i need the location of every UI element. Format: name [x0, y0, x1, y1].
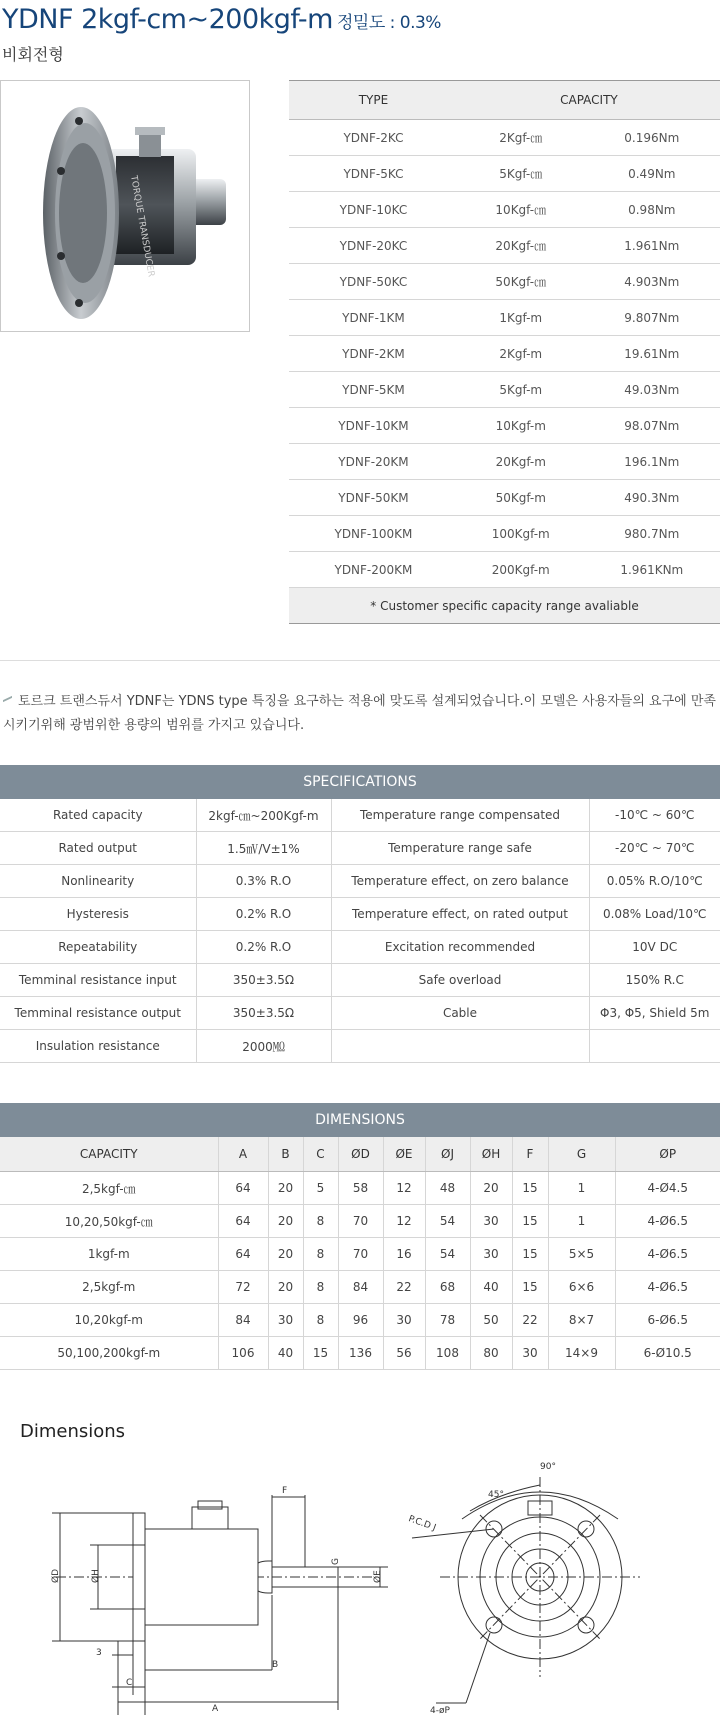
dimension-cell: 58: [338, 1172, 383, 1205]
dimension-cell: 6×6: [548, 1271, 615, 1304]
table-row: [289, 156, 720, 192]
capacity-kgf-cell: 100Kgf-m: [458, 516, 584, 552]
description-text: 토르크 트랜스듀서 YDNF는 YDNS type 특징을 요구하는 적용에 맞도록 설계되었습니다.이 모델은 사용자들의 요구에 만족 시키기위해 광범위한 용량의 범위를 가지고 있습니다.: [3, 694, 716, 733]
table-row: [289, 516, 720, 552]
dimension-cell: 1: [548, 1205, 615, 1238]
spec-label: Repeatability: [0, 931, 196, 964]
capacity-nm-cell: 0.196Nm: [584, 120, 720, 156]
dimensions-table: [0, 1137, 720, 1370]
label-F: F: [282, 1486, 288, 1496]
capacity-footnote: * Customer specific capacity range avaliable: [289, 588, 720, 624]
capacity-nm-cell: 980.7Nm: [584, 516, 720, 552]
dimension-cell: 30: [383, 1304, 425, 1337]
table-row: [289, 480, 720, 516]
dimension-cell: 8: [303, 1304, 338, 1337]
dimension-cell: 4-Ø4.5: [615, 1172, 720, 1205]
table-row: [289, 300, 720, 336]
capacity-nm-cell: 4.903Nm: [584, 264, 720, 300]
table-row: [0, 898, 720, 931]
type-cell: YDNF-50KC: [289, 264, 458, 300]
spec-value: 10V DC: [589, 931, 720, 964]
divider: [0, 660, 720, 661]
label-90: 90°: [540, 1462, 556, 1472]
spec-value: -20℃ ~ 70℃: [589, 832, 720, 865]
dimension-cell: 14×9: [548, 1337, 615, 1370]
dimension-cell: 15: [303, 1337, 338, 1370]
dimension-cell: 80: [470, 1337, 512, 1370]
dimension-cell: 70: [338, 1238, 383, 1271]
table-footnote-row: [289, 588, 720, 624]
capacity-kgf-cell: 50Kgf-㎝: [458, 264, 584, 300]
dimension-cell: 8: [303, 1271, 338, 1304]
capacity-nm-cell: 49.03Nm: [584, 372, 720, 408]
dimension-cell: 12: [383, 1205, 425, 1238]
type-cell: YDNF-2KM: [289, 336, 458, 372]
spec-value: 350±3.5Ω: [196, 997, 331, 1030]
dimension-cell: 6-Ø10.5: [615, 1337, 720, 1370]
label-3: 3: [96, 1648, 102, 1658]
label-pcd: P.C.D J: [407, 1514, 438, 1534]
dimension-cell: 4-Ø6.5: [615, 1205, 720, 1238]
col-header: CAPACITY: [0, 1137, 218, 1172]
label-E: ØE: [373, 1570, 383, 1583]
dimension-cell: 30: [268, 1304, 303, 1337]
label-45: 45°: [488, 1490, 504, 1500]
product-subtitle: 비회전형: [2, 45, 64, 64]
label-C: C: [126, 1678, 133, 1688]
label-H: ØH: [91, 1569, 101, 1583]
dimension-cell: 20: [470, 1172, 512, 1205]
torque-transducer-image: [1, 81, 249, 331]
dimension-cell: 16: [383, 1238, 425, 1271]
dimension-cell: 30: [470, 1238, 512, 1271]
spec-label: Excitation recommended: [331, 931, 589, 964]
dimension-cell: 22: [512, 1304, 548, 1337]
col-header: A: [218, 1137, 268, 1172]
table-row: [0, 1030, 720, 1063]
table-row: [0, 931, 720, 964]
dimensions-title: DIMENSIONS: [0, 1103, 720, 1137]
type-header: TYPE: [289, 81, 458, 120]
capacity-cell: 2,5kgf-m: [0, 1271, 218, 1304]
capacity-header: CAPACITY: [458, 81, 720, 120]
spec-value: [589, 1030, 720, 1063]
spec-label: Safe overload: [331, 964, 589, 997]
capacity-kgf-cell: 20Kgf-m: [458, 444, 584, 480]
dimension-cell: 1: [548, 1172, 615, 1205]
type-cell: YDNF-20KM: [289, 444, 458, 480]
dimension-cell: 64: [218, 1172, 268, 1205]
label-B: B: [272, 1660, 279, 1670]
dimension-cell: 56: [383, 1337, 425, 1370]
product-photo: [0, 80, 250, 332]
table-row: [289, 372, 720, 408]
dimension-cell: 78: [425, 1304, 470, 1337]
dimension-cell: 40: [268, 1337, 303, 1370]
dimension-cell: 4-Ø6.5: [615, 1238, 720, 1271]
table-row: [289, 264, 720, 300]
capacity-nm-cell: 0.49Nm: [584, 156, 720, 192]
dimension-cell: 15: [512, 1172, 548, 1205]
spec-label: Nonlinearity: [0, 865, 196, 898]
bullet-icon: [3, 695, 12, 707]
spec-value: 0.05% R.O/10℃: [589, 865, 720, 898]
col-header: ØP: [615, 1137, 720, 1172]
table-row: [0, 832, 720, 865]
capacity-nm-cell: 0.98Nm: [584, 192, 720, 228]
table-row: [0, 1172, 720, 1205]
table-row: [0, 997, 720, 1030]
spec-label: Temperature effect, on zero balance: [331, 865, 589, 898]
table-row: [0, 1337, 720, 1370]
spec-label: Temperature effect, on rated output: [331, 898, 589, 931]
dimension-cell: 20: [268, 1172, 303, 1205]
capacity-kgf-cell: 50Kgf-m: [458, 480, 584, 516]
col-header: ØD: [338, 1137, 383, 1172]
dimension-cell: 8: [303, 1238, 338, 1271]
capacity-kgf-cell: 10Kgf-m: [458, 408, 584, 444]
label-G: G: [331, 1558, 341, 1565]
spec-value: Φ3, Φ5, Shield 5m: [589, 997, 720, 1030]
spec-label: Temperature range compensated: [331, 799, 589, 832]
capacity-cell: 2,5kgf-㎝: [0, 1172, 218, 1205]
dimension-cell: 70: [338, 1205, 383, 1238]
specifications-table: [0, 799, 720, 1063]
drawing-heading: Dimensions: [20, 1421, 126, 1442]
model-name: YDNF 2kgf-cm~200kgf-m: [2, 4, 333, 35]
table-row: [0, 799, 720, 832]
col-header: G: [548, 1137, 615, 1172]
type-cell: YDNF-50KM: [289, 480, 458, 516]
spec-value: 0.3% R.O: [196, 865, 331, 898]
type-cell: YDNF-200KM: [289, 552, 458, 588]
dimension-cell: 8×7: [548, 1304, 615, 1337]
table-row: [0, 1238, 720, 1271]
col-header: B: [268, 1137, 303, 1172]
spec-label: Cable: [331, 997, 589, 1030]
dimension-cell: 48: [425, 1172, 470, 1205]
label-A: A: [212, 1704, 219, 1714]
table-row: [289, 444, 720, 480]
dimension-cell: 54: [425, 1238, 470, 1271]
dimension-cell: 64: [218, 1238, 268, 1271]
type-cell: YDNF-10KC: [289, 192, 458, 228]
specifications-title: SPECIFICATIONS: [0, 765, 720, 799]
dimension-cell: 54: [425, 1205, 470, 1238]
col-header: ØJ: [425, 1137, 470, 1172]
product-description: [3, 690, 720, 738]
type-cell: YDNF-5KC: [289, 156, 458, 192]
table-row: [289, 120, 720, 156]
dimension-cell: 50: [470, 1304, 512, 1337]
table-row: [289, 408, 720, 444]
capacity-kgf-cell: 1Kgf-m: [458, 300, 584, 336]
capacity-cell: 1kgf-m: [0, 1238, 218, 1271]
capacity-nm-cell: 196.1Nm: [584, 444, 720, 480]
spec-label: Temperature range safe: [331, 832, 589, 865]
dimension-cell: 84: [218, 1304, 268, 1337]
dimension-cell: 12: [383, 1172, 425, 1205]
spec-label: [331, 1030, 589, 1063]
dimension-cell: 136: [338, 1337, 383, 1370]
table-row: [289, 552, 720, 588]
col-header: F: [512, 1137, 548, 1172]
col-header: ØE: [383, 1137, 425, 1172]
label-holes: 4-øP: [430, 1706, 450, 1716]
capacity-kgf-cell: 10Kgf-㎝: [458, 192, 584, 228]
spec-label: Temminal resistance output: [0, 997, 196, 1030]
dimension-cell: 68: [425, 1271, 470, 1304]
dimension-cell: 106: [218, 1337, 268, 1370]
capacity-kgf-cell: 5Kgf-㎝: [458, 156, 584, 192]
capacity-kgf-cell: 20Kgf-㎝: [458, 228, 584, 264]
dimension-cell: 5×5: [548, 1238, 615, 1271]
product-title: [2, 4, 441, 35]
dimension-cell: 20: [268, 1205, 303, 1238]
table-row: [289, 336, 720, 372]
spec-value: 0.2% R.O: [196, 931, 331, 964]
dimension-cell: 40: [470, 1271, 512, 1304]
capacity-nm-cell: 1.961KNm: [584, 552, 720, 588]
spec-label: Hysteresis: [0, 898, 196, 931]
dimension-cell: 6-Ø6.5: [615, 1304, 720, 1337]
dimension-cell: 96: [338, 1304, 383, 1337]
type-capacity-table: [289, 80, 720, 624]
table-row: [289, 228, 720, 264]
capacity-nm-cell: 9.807Nm: [584, 300, 720, 336]
dimension-cell: 30: [470, 1205, 512, 1238]
spec-label: Temminal resistance input: [0, 964, 196, 997]
dimension-cell: 4-Ø6.5: [615, 1271, 720, 1304]
spec-value: 150% R.C: [589, 964, 720, 997]
dimension-cell: 15: [512, 1238, 548, 1271]
spec-value: 1.5㎷/V±1%: [196, 832, 331, 865]
spec-value: 350±3.5Ω: [196, 964, 331, 997]
dimension-cell: 84: [338, 1271, 383, 1304]
spec-value: 2kgf-㎝~200Kgf-m: [196, 799, 331, 832]
dimension-cell: 8: [303, 1205, 338, 1238]
type-cell: YDNF-100KM: [289, 516, 458, 552]
dimension-cell: 20: [268, 1238, 303, 1271]
spec-value: 2000㏁: [196, 1030, 331, 1063]
table-row: [0, 865, 720, 898]
capacity-nm-cell: 98.07Nm: [584, 408, 720, 444]
col-header: C: [303, 1137, 338, 1172]
capacity-nm-cell: 1.961Nm: [584, 228, 720, 264]
spec-value: 0.08% Load/10℃: [589, 898, 720, 931]
dimension-cell: 15: [512, 1271, 548, 1304]
spec-label: Insulation resistance: [0, 1030, 196, 1063]
dimension-cell: 22: [383, 1271, 425, 1304]
table-row: [0, 964, 720, 997]
capacity-kgf-cell: 200Kgf-m: [458, 552, 584, 588]
spec-label: Rated capacity: [0, 799, 196, 832]
table-row: [0, 1304, 720, 1337]
type-cell: YDNF-10KM: [289, 408, 458, 444]
type-cell: YDNF-2KC: [289, 120, 458, 156]
capacity-nm-cell: 19.61Nm: [584, 336, 720, 372]
spec-label: Rated output: [0, 832, 196, 865]
type-cell: YDNF-1KM: [289, 300, 458, 336]
capacity-cell: 10,20,50kgf-㎝: [0, 1205, 218, 1238]
table-row: [0, 1205, 720, 1238]
spec-value: 0.2% R.O: [196, 898, 331, 931]
type-cell: YDNF-20KC: [289, 228, 458, 264]
capacity-kgf-cell: 2Kgf-㎝: [458, 120, 584, 156]
accuracy-label: 정밀도 : 0.3%: [336, 13, 441, 33]
dimension-cell: 30: [512, 1337, 548, 1370]
dimension-cell: 5: [303, 1172, 338, 1205]
dimension-cell: 20: [268, 1271, 303, 1304]
type-cell: YDNF-5KM: [289, 372, 458, 408]
capacity-cell: 10,20kgf-m: [0, 1304, 218, 1337]
dimension-drawing: [0, 1415, 720, 1731]
label-D: ØD: [51, 1568, 61, 1583]
dimension-cell: 15: [512, 1205, 548, 1238]
table-row: [0, 1271, 720, 1304]
capacity-cell: 50,100,200kgf-m: [0, 1337, 218, 1370]
svg-text:TORQUE TRANSDUCER: TORQUE TRANSDUCER: [128, 174, 156, 278]
col-header: ØH: [470, 1137, 512, 1172]
dimension-cell: 108: [425, 1337, 470, 1370]
spec-value: -10℃ ~ 60℃: [589, 799, 720, 832]
capacity-kgf-cell: 5Kgf-m: [458, 372, 584, 408]
table-row: [289, 192, 720, 228]
capacity-nm-cell: 490.3Nm: [584, 480, 720, 516]
table-header-row: [0, 1137, 720, 1172]
dimension-cell: 64: [218, 1205, 268, 1238]
capacity-kgf-cell: 2Kgf-m: [458, 336, 584, 372]
dimension-cell: 72: [218, 1271, 268, 1304]
